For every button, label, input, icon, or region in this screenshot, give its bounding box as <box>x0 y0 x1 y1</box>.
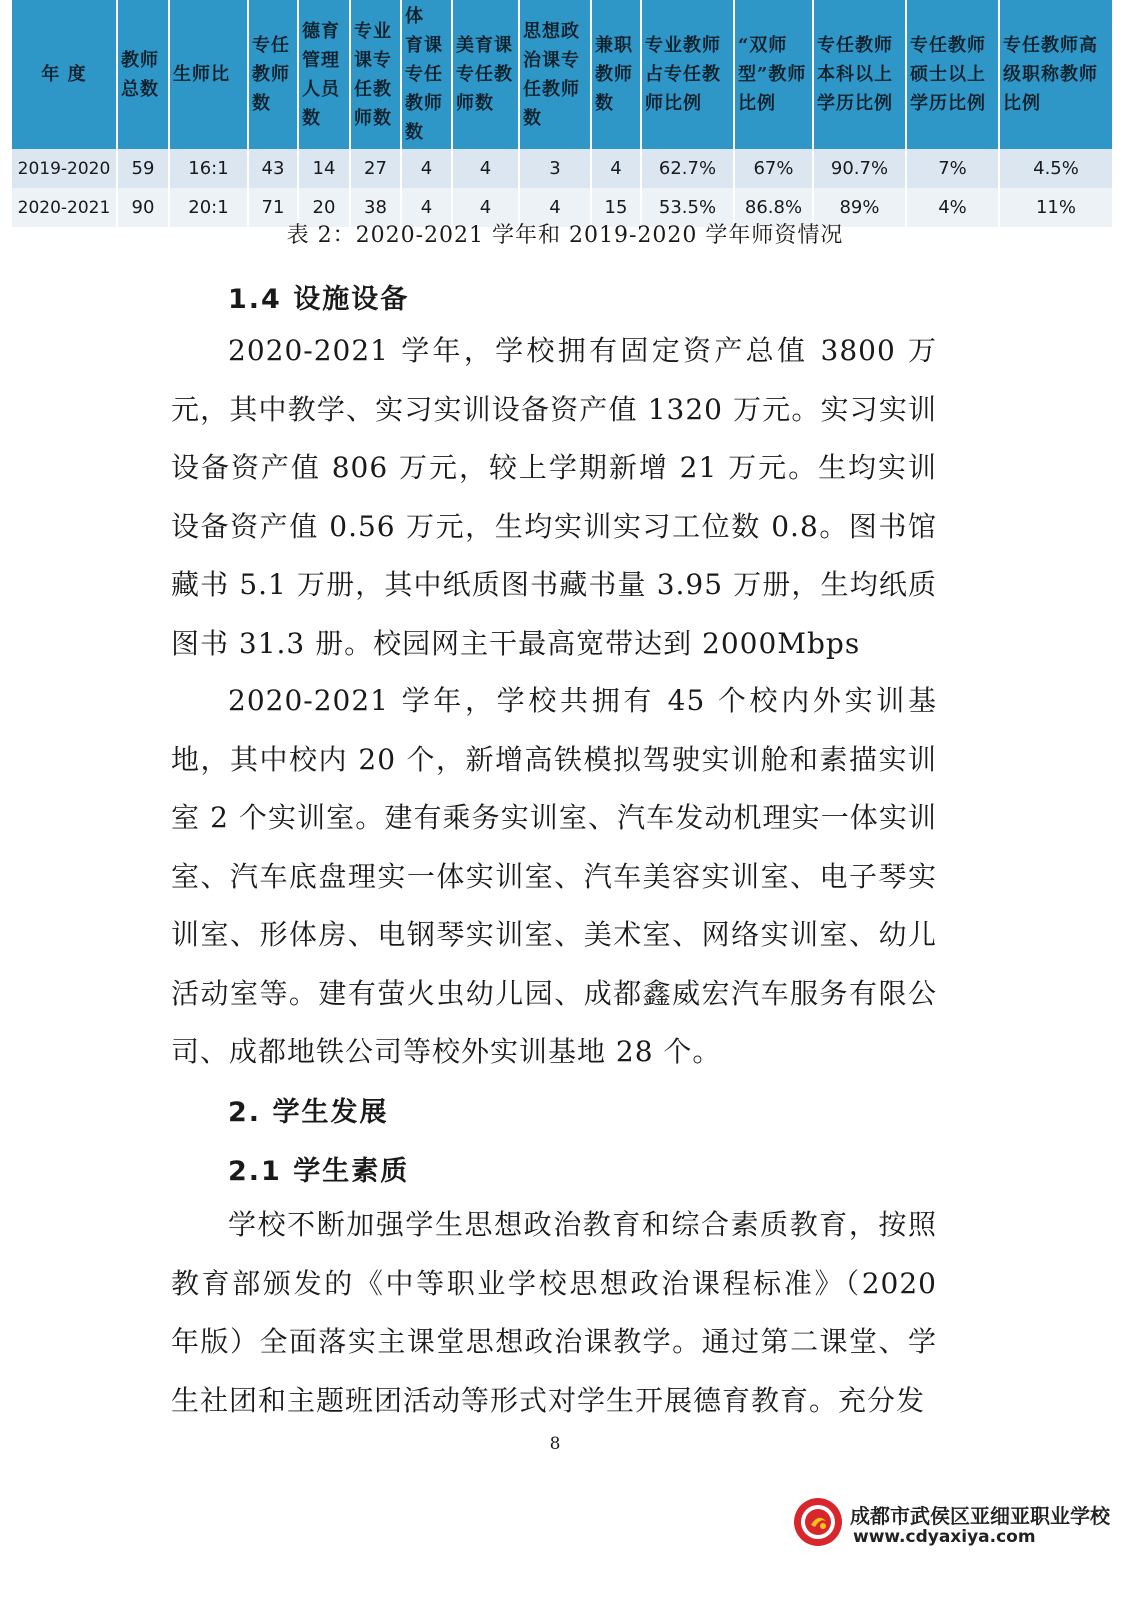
table-header-cell: 专业教师占专任教师比例 <box>641 0 734 149</box>
table-cell: 11% <box>999 188 1112 227</box>
table-cell: 90 <box>117 188 169 227</box>
table-cell: 27 <box>350 149 401 188</box>
table-cell: 43 <box>248 149 298 188</box>
table-cell: 2020-2021 <box>12 188 117 227</box>
table-header-cell: 教师总数 <box>117 0 169 149</box>
table-header-cell: 年 度 <box>12 0 117 149</box>
school-logo-icon <box>793 1497 843 1547</box>
table-cell: 4 <box>452 188 519 227</box>
table-header-row <box>12 0 1112 149</box>
table-cell: 89% <box>813 188 906 227</box>
table-header-cell: “双师型”教师比例 <box>734 0 813 149</box>
table-cell: 4 <box>401 188 452 227</box>
paragraph-student-quality: 学校不断加强学生思想政治教育和综合素质教育，按照教育部颁发的《中等职业学校思想政治课程标准》（2020 年版）全面落实主课堂思想政治课教学。通过第二课堂、学生社团和主题班团活动等形式对学生开展德育教育。充分发 <box>171 1208 937 1417</box>
table-cell: 14 <box>298 149 350 188</box>
table-cell: 4% <box>906 188 999 227</box>
section-heading-student-quality: 2.1 学生素质 <box>228 1156 410 1187</box>
paragraph-training-bases: 2020-2021 学年，学校共拥有 45 个校内外实训基地，其中校内 20 个，新增高铁模拟驾驶实训舱和素描实训室 2 个实训室。建有乘务实训室、汽车发动机理实一体实训室、汽车底盘理实一体实训室、汽车美容实训室、电子琴实训室、形体房、电钢琴实训室、美术室、网络实训室、幼儿活动室等。建有萤火虫幼儿园、成都鑫威宏汽车服务有限公司、成都地铁公司等校外实训基地 28 个。 <box>171 684 937 1068</box>
table-header-cell: 专任教师硕士以上学历比例 <box>906 0 999 149</box>
table-row <box>12 149 1112 188</box>
table-header-cell: 专任教师数 <box>248 0 298 149</box>
table-cell: 67% <box>734 149 813 188</box>
staff-table <box>12 0 1112 227</box>
table-cell: 4 <box>452 149 519 188</box>
table-header-cell: 思想政治课专任教师数 <box>519 0 591 149</box>
school-url-watermark: www.cdyaxiya.com <box>853 1527 1036 1547</box>
table-header-cell: 专任教师本科以上学历比例 <box>813 0 906 149</box>
table-cell: 53.5% <box>641 188 734 227</box>
section-heading-facilities: 1.4 设施设备 <box>228 284 410 315</box>
table-cell: 59 <box>117 149 169 188</box>
table-header-cell: 德育管理人员数 <box>298 0 350 149</box>
table-cell: 4 <box>591 149 641 188</box>
table-header-cell: 生师比 <box>169 0 248 149</box>
table-cell: 20:1 <box>169 188 248 227</box>
table-cell: 4 <box>519 188 591 227</box>
paragraph-facilities-assets: 2020-2021 学年，学校拥有固定资产总值 3800 万元，其中教学、实习实训设备资产值 1320 万元。实习实训设备资产值 806 万元，较上学期新增 21 万元。生均实训设备资产值 0.56 万元，生均实训实习工位数 0.8。图书馆藏书 5.1 万册，其中纸质图书藏书量 3.95 万册，生均纸质图书 31.3 册。校园网主干最高宽带达到 2000Mbps <box>171 334 937 660</box>
table-cell: 7% <box>906 149 999 188</box>
table-caption: 表 2：2020-2021 学年和 2019-2020 学年师资情况 <box>286 223 844 248</box>
page-number: 8 <box>549 1434 561 1454</box>
table-header-cell: 体 育课 专任 教师数 <box>401 0 452 149</box>
section-heading-student-development: 2. 学生发展 <box>228 1097 389 1128</box>
table-cell: 62.7% <box>641 149 734 188</box>
table-cell: 16:1 <box>169 149 248 188</box>
table-cell: 20 <box>298 188 350 227</box>
table-cell: 71 <box>248 188 298 227</box>
table-cell: 90.7% <box>813 149 906 188</box>
table-cell: 4.5% <box>999 149 1112 188</box>
table-cell: 38 <box>350 188 401 227</box>
table-header-cell: 兼职教师数 <box>591 0 641 149</box>
school-name-watermark: 成都市武侯区亚细亚职业学校 <box>850 1504 1110 1528</box>
table-cell: 4 <box>401 149 452 188</box>
table-header-cell: 美育课专任教师数 <box>452 0 519 149</box>
table-header-cell: 专任教师高级职称教师比例 <box>999 0 1112 149</box>
table-cell: 86.8% <box>734 188 813 227</box>
table-cell: 15 <box>591 188 641 227</box>
table-cell: 3 <box>519 149 591 188</box>
table-header-cell: 专业课专任教师数 <box>350 0 401 149</box>
table-cell: 2019-2020 <box>12 149 117 188</box>
